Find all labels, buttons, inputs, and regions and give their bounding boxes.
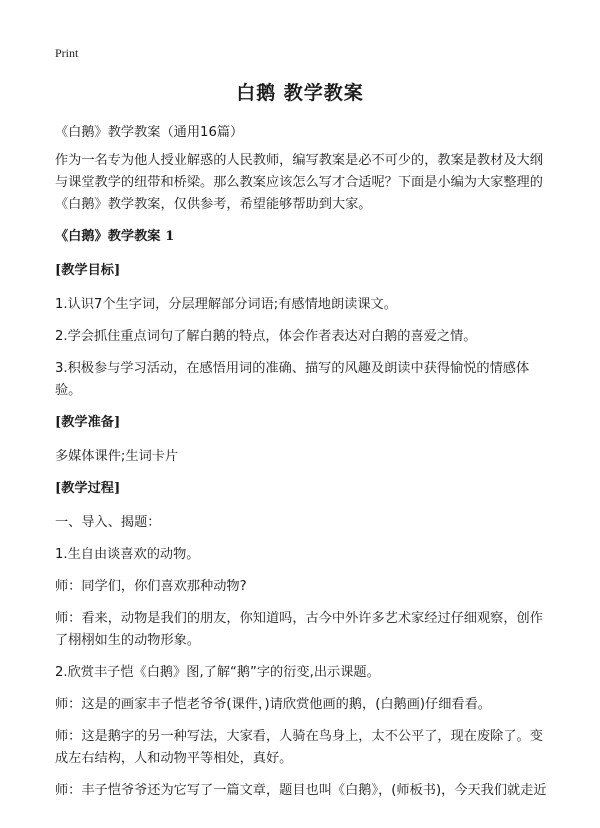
paragraph: 师：这是鹅字的另一种写法，大家看，人骑在鸟身上，太不公平了，现在废除了。变成左右结构，人和动物平等相处，真好。 — [55, 729, 543, 766]
print-link[interactable]: Print — [55, 46, 79, 60]
paragraph: 2.学会抓住重点词句了解白鹅的特点，体会作者表达对白鹅的喜爱之情。 — [55, 329, 477, 344]
paragraph: 师：这是的画家丰子恺老爷爷(课件，)请欣赏他画的鹅，(白鹅画)仔细看看。 — [55, 697, 491, 712]
paragraph: 1.认识7个生字词，分层理解部分词语;有感情地朗读课文。 — [55, 297, 397, 312]
paragraph: 2.欣赏丰子恺《白鹅》图,了解“鹅”字的衍变,出示课题。 — [55, 665, 380, 680]
document-subtitle: 《白鹅》教学教案（通用16篇） — [55, 125, 244, 140]
paragraph: 多媒体课件;生词卡片 — [55, 449, 179, 464]
paragraph: 一、导入、揭题： — [55, 515, 161, 530]
section-heading: [教学过程] — [55, 481, 121, 496]
paragraph: 3.积极参与学习活动，在感悟用词的准确、描写的风趣及朗读中获得愉悦的情感体验。 — [55, 361, 530, 398]
paragraph: 师：丰子恺爷爷还为它写了一篇文章，题目也叫《白鹅》，(师板书)，今天我们就走近 — [55, 783, 547, 798]
intro-paragraph: 作为一名专为他人授业解惑的人民教师，编写教案是必不可少的，教案是教材及大纲与课堂教学的纽带和桥梁。那么教案应该怎么写才合适呢？下面是小编为大家整理的《白鹅》教学教案，仅供参考，希望能够帮助到大家。 — [55, 153, 543, 212]
paragraph: 1.生自由谈喜欢的动物。 — [55, 547, 200, 562]
section-heading: [教学准备] — [55, 415, 121, 430]
paragraph: 师：看来，动物是我们的朋友，你知道吗，古今中外许多艺术家经过仔细观察，创作了栩栩如生的动物形象。 — [55, 611, 543, 648]
document-title: 白鹅 教学教案 — [236, 82, 364, 104]
section-heading: [教学目标] — [55, 263, 121, 278]
document-body — [55, 122, 553, 812]
paragraph: 师：同学们，你们喜欢那种动物? — [55, 579, 247, 594]
section-heading: 《白鹅》教学教案 1 — [55, 229, 175, 244]
